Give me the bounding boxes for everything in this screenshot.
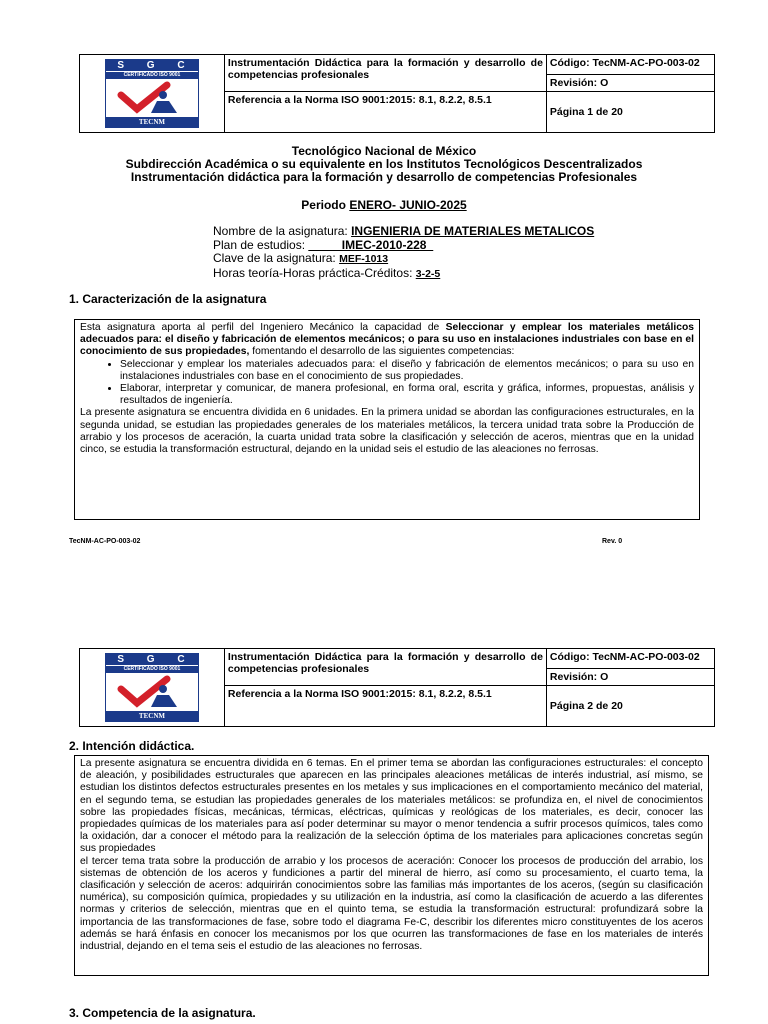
document-title: Instrumentación Didáctica para la formación y desarrollo de competencias profesionales: [224, 649, 546, 686]
section-3-title: 3. Competencia de la asignatura.: [69, 1006, 256, 1020]
logo-cell: [80, 55, 225, 133]
document-code: Código: TecNM-AC-PO-003-02: [546, 649, 714, 669]
document-header-page1: [79, 54, 715, 133]
sgc-tecnm-logo: S G C CERTIFICADO ISO 9001 TECNM: [105, 653, 199, 722]
footer-rev: Rev. 0: [602, 538, 623, 545]
page-number: Página 1 de 20: [546, 92, 714, 133]
section-1-box: Esta asignatura aporta al perfil del Ingeniero Mecánico la capacidad de Seleccionar y emplear los materiales metálicos adecuados para: el diseño y fabricación de elementos mecánicos; o para su uso en instalaciones industriales con base en el conocimiento de sus propiedades, fomentando el desarrollo de las siguientes competencias: • Seleccionar y emplear los materiales adecuados para: el diseño y fabricación de elementos mecánicos; o para su uso en instalaciones industriales con base en el conocimiento de sus propiedades. • Elaborar, interpretar y comunicar, de manera profesional, en forma oral, escrita y gráfica, informes, propuestas, análisis y resultados de ingeniería. La presente asignatura se encuentra dividida en 6 unidades. En la primera unidad se abordan las configuraciones estructurales, en la segunda unidad, se estudian las propiedades generales de los materiales metálicos, la tercera unidad trata sobre la Producción de arrabio y los procesos de aceración, la cuarta unidad trata sobre la clasificación y selección de aceros, mientras que en la unidad cinco, se estudia la transformación estructural, dejando en la unidad seis el estudio de las aleaciones no ferrosas.: [74, 319, 700, 520]
logo-cell: [80, 649, 225, 727]
footer-code: TecNM-AC-PO-003-02: [69, 538, 141, 545]
checkmark-icon: [106, 79, 198, 117]
competencies-list: [80, 359, 694, 408]
institution-block: Tecnológico Nacional de México Subdirección Académica o su equivalente en los Institutos Tecnológicos Descentralizados Instrumentación didáctica para la formación y desarrollo de competencias Profesionales: [125, 144, 643, 184]
course-info: Nombre de la asignatura: INGENIERIA DE MATERIALES METALICOS Plan de estudios: _____IMEC-2010-228_ Clave de la asignatura: MEF-1013 Horas teoría-Horas práctica-Créditos: 3-2-5: [213, 224, 595, 280]
document-title: Instrumentación Didáctica para la formación y desarrollo de competencias profesionales: [224, 55, 546, 92]
periodo: Periodo ENERO- JUNIO-2025: [301, 198, 467, 212]
checkmark-icon: [106, 673, 198, 711]
sgc-tecnm-logo: S G C CERTIFICADO ISO 9001 TECNM: [105, 59, 199, 128]
list-item: • Seleccionar y emplear los materiales adecuados para: el diseño y fabricación de elementos mecánicos; o para su uso en instalaciones industriales con base en el conocimiento de sus propiedades.: [120, 359, 694, 383]
document-header-page2: [79, 648, 715, 727]
section-2-title: 2. Intención didáctica.: [69, 739, 195, 753]
section-1-title: 1. Caracterización de la asignatura: [69, 292, 267, 306]
section-2-box: La presente asignatura se encuentra dividida en 6 temas. En el primer tema se abordan las configuraciones estructurales: el concepto de aleación, y posibilidades estructurales que aparecen en las principales aleaciones metálicas de interés industrial, así mismo, se estudian los distintos defectos estructurales presentes en los metales y sus implicaciones en el comportamiento mecánico del material, en el segundo tema, se estudian las propiedades generales de los materiales metálicos: se profundiza en, el nivel de conocimientos sobre las propiedades físicas, mecánicas, térmicas, eléctricas, químicas y reológicas de los materiales, es decir, conocer las propiedades químicas de los materiales para así poder determinar su mayor o menor tendencia a sufrir procesos químicos, tales como la oxidación, dar a conocer el método para la realización de la selección óptima de los materiales para aplicaciones concretas según sus propiedades el tercer tema trata sobre la producción de arrabio y los procesos de aceración: Conocer los procesos de producción del arrabio, los sistemas de obtención de los aceros y fundiciones a partir del mineral de hierro, así como su procesamiento, el cuarto tema, la clasificación y selección de aceros: adquirirán conocimientos sobre las familias más importantes de los aceros, (según su clasificación numérica), su composición química, propiedades y su utilización en la industria, así como la clasificación de acuerdo a las diferentes normas y criterios de selección, mientras que en el quinto tema, se estudia la transformación estructural: profundizará sobre la importancia de las transformaciones de fase, sobre todo el diagrama Fe-C, describir los diferentes micro constituyentes de los aceros además se hará énfasis en conocer los mecanismos por los que ocurren las transformaciones de fase en los materiales de interés industrial, dejando en el tema seis el estudio de las aleaciones no ferrosas.: [74, 755, 709, 976]
document-code: Código: TecNM-AC-PO-003-02: [546, 55, 714, 75]
document-revision: Revisión: O: [546, 75, 714, 92]
document-revision: Revisión: O: [546, 669, 714, 686]
page-number: Página 2 de 20: [546, 686, 714, 727]
iso-reference: Referencia a la Norma ISO 9001:2015: 8.1, 8.2.2, 8.5.1: [224, 686, 546, 727]
iso-reference: Referencia a la Norma ISO 9001:2015: 8.1, 8.2.2, 8.5.1: [224, 92, 546, 133]
list-item: • Elaborar, interpretar y comunicar, de manera profesional, en forma oral, escrita y gráfica, informes, propuestas, análisis y resultados de ingeniería.: [120, 383, 694, 407]
